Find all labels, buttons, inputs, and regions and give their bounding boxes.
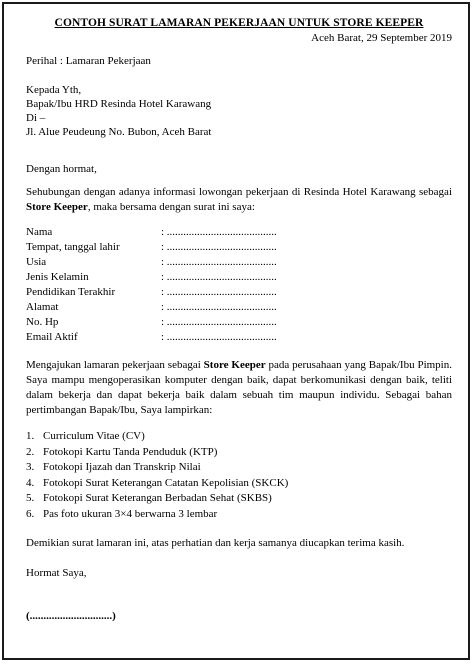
field-value: : ........................................ bbox=[161, 241, 277, 253]
field-label: No. Hp bbox=[26, 316, 59, 328]
recipient-line: Kepada Yth, bbox=[26, 84, 82, 96]
list-number: 5. bbox=[26, 492, 35, 504]
applicant-fields bbox=[26, 225, 452, 345]
field-label: Tempat, tanggal lahir bbox=[26, 241, 120, 253]
intro-paragraph bbox=[26, 185, 452, 215]
list-text: Fotokopi Surat Keterangan Catatan Kepolisian (SKCK) bbox=[43, 476, 289, 489]
field-row bbox=[26, 285, 452, 300]
list-text: Pas foto ukuran 3×4 berwarna 3 lembar bbox=[43, 507, 218, 520]
field-row bbox=[26, 330, 452, 345]
body-text-end: pada perusahaan yang Bapak/Ibu Pimpin. Saya mampu mengoperasikan komputer dengan baik, dapat berkomunikasi dengan baik, teliti dalam bekerja dan dapat bekerja baik dalam sebuah tim maupun individu. Sebagai bahan pertimbangan Bapak/Ibu, Saya lampirkan: bbox=[26, 359, 452, 416]
field-label: Pendidikan Terakhir bbox=[26, 286, 116, 298]
field-row bbox=[26, 300, 452, 315]
field-row bbox=[26, 255, 452, 270]
subject-line: Perihal : Lamaran Pekerjaan bbox=[26, 55, 151, 67]
letter-title: CONTOH SURAT LAMARAN PEKERJAAN UNTUK STORE KEEPER bbox=[54, 17, 424, 29]
list-text: Fotokopi Surat Keterangan Berbadan Sehat (SKBS) bbox=[43, 492, 272, 504]
recipient-line: Bapak/Ibu HRD Resinda Hotel Karawang bbox=[26, 98, 212, 110]
intro-position: Store Keeper bbox=[26, 201, 88, 213]
body-paragraph bbox=[26, 358, 452, 418]
field-value: : ........................................ bbox=[161, 301, 277, 313]
list-item bbox=[26, 429, 452, 445]
list-number: 1. bbox=[26, 430, 35, 442]
intro-text: Sehubungan dengan adanya informasi lowongan pekerjaan di Resinda Hotel Karawang sebagai bbox=[26, 186, 452, 198]
place-date: Aceh Barat, 29 September 2019 bbox=[311, 32, 452, 44]
list-item bbox=[26, 491, 452, 507]
intro-text-end: , maka bersama dengan surat ini saya: bbox=[87, 201, 255, 213]
list-number: 6. bbox=[26, 507, 35, 520]
field-value: : ........................................ bbox=[161, 256, 277, 268]
field-value: : ........................................ bbox=[161, 226, 277, 238]
field-label: Jenis Kelamin bbox=[26, 271, 89, 283]
recipient-line: Di – bbox=[26, 112, 46, 124]
list-text: Fotokopi Kartu Tanda Penduduk (KTP) bbox=[43, 445, 218, 458]
closing-sentence: Demikian surat lamaran ini, atas perhatian dan kerja samanya diucapkan terima kasih. bbox=[26, 537, 405, 549]
field-row bbox=[26, 315, 452, 330]
field-value: : ........................................ bbox=[161, 286, 277, 298]
salutation: Dengan hormat, bbox=[26, 163, 97, 175]
recipient-block bbox=[26, 83, 452, 139]
recipient-line: Jl. Alue Peudeung No. Bubon, Aceh Barat bbox=[26, 126, 212, 138]
list-number: 2. bbox=[26, 445, 35, 458]
signature-placeholder: (..............................) bbox=[26, 610, 116, 622]
field-label: Email Aktif bbox=[26, 331, 78, 343]
field-value: : ........................................ bbox=[161, 316, 277, 328]
attachment-list bbox=[26, 429, 452, 522]
list-item bbox=[26, 460, 452, 476]
list-item bbox=[26, 445, 452, 461]
field-row bbox=[26, 240, 452, 255]
list-number: 4. bbox=[26, 476, 35, 489]
list-number: 3. bbox=[26, 461, 35, 473]
field-value: : ........................................ bbox=[161, 271, 277, 283]
field-label: Usia bbox=[26, 256, 47, 268]
field-label: Alamat bbox=[26, 301, 59, 313]
list-item bbox=[26, 507, 452, 523]
field-label: Nama bbox=[26, 226, 53, 238]
body-text: Mengajukan lamaran pekerjaan sebagai bbox=[26, 359, 204, 371]
list-text: Curriculum Vitae (CV) bbox=[43, 430, 145, 442]
list-text: Fotokopi Ijazah dan Transkrip Nilai bbox=[43, 461, 201, 473]
field-value: : ........................................ bbox=[161, 331, 277, 343]
list-item bbox=[26, 476, 452, 492]
regards-line: Hormat Saya, bbox=[26, 567, 87, 579]
field-row bbox=[26, 225, 452, 240]
field-row bbox=[26, 270, 452, 285]
body-position: Store Keeper bbox=[203, 359, 266, 371]
letter-document bbox=[26, 16, 452, 623]
